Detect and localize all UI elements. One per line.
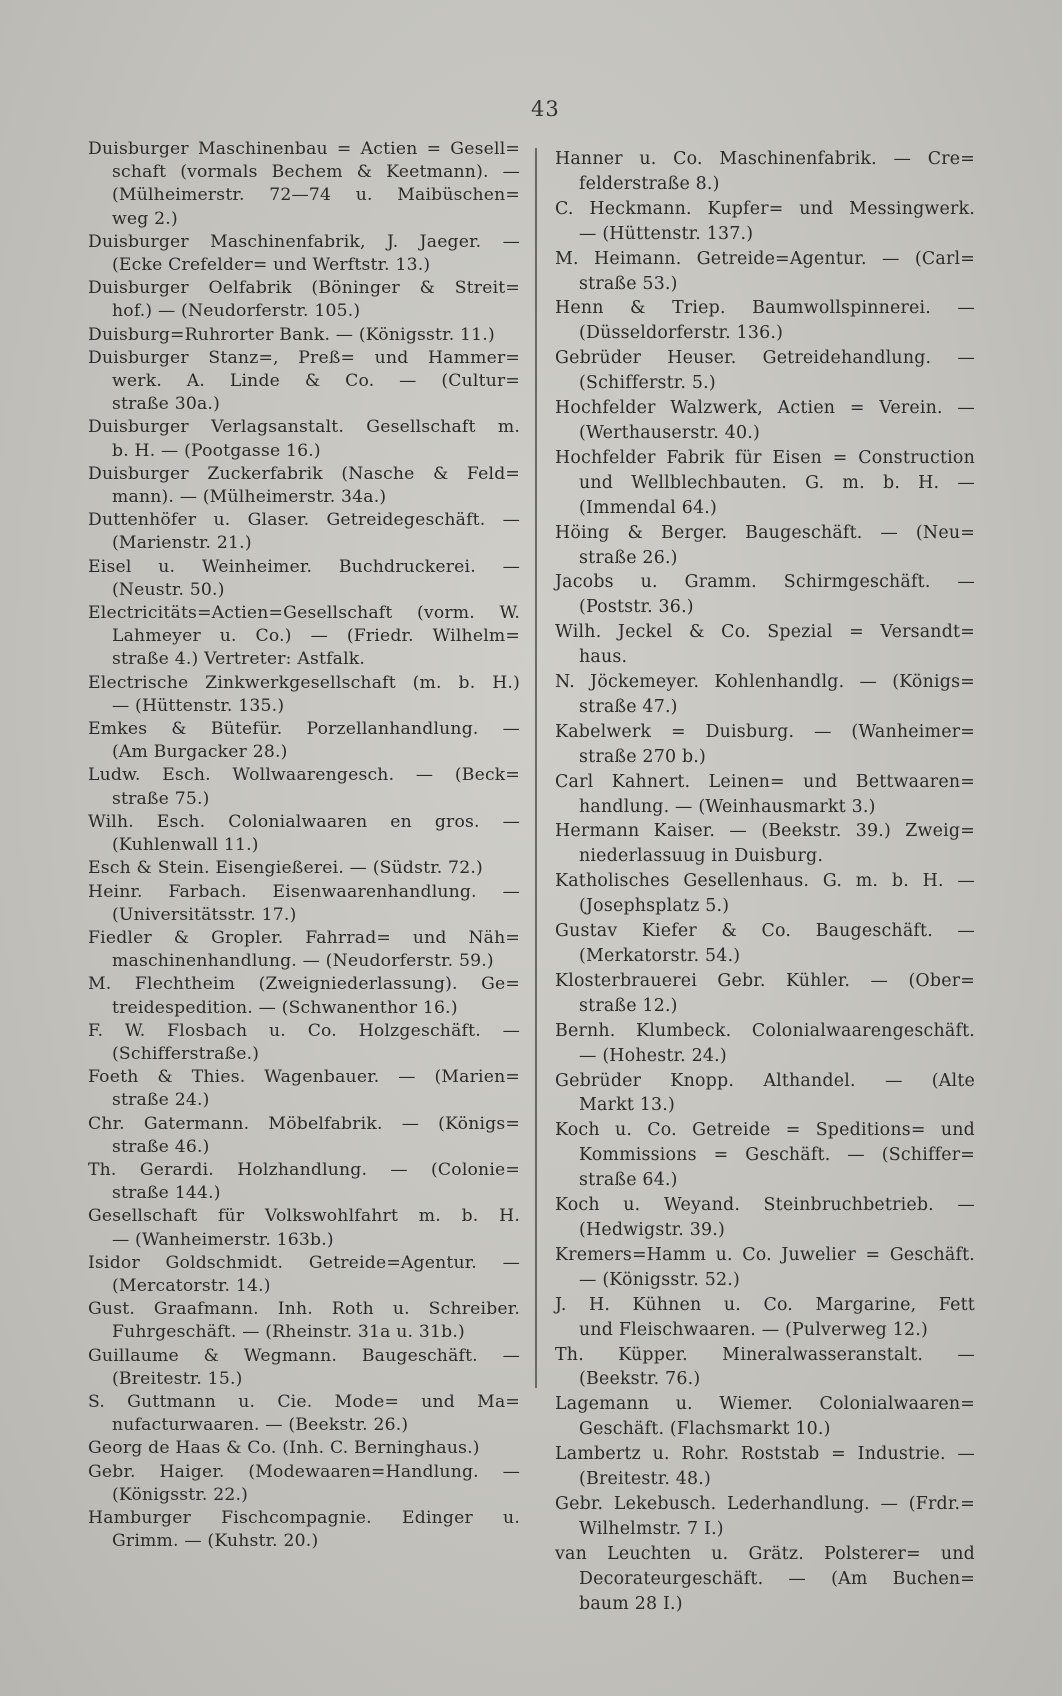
entry-line-first: Gebrüder Heuser. Getreidehandlung. —	[555, 348, 975, 369]
entry-line-continuation: (Merkatorstr. 54.)	[579, 946, 741, 966]
entry-line-first: Henn & Triep. Baumwollspinnerei. —	[555, 298, 975, 319]
entry-line-first: Koch u. Weyand. Steinbruchbetrieb. —	[555, 1195, 975, 1216]
entry-line-first: Gebr. Lekebusch. Lederhandlung. — (Frdr.=	[555, 1493, 975, 1514]
entry-line-continuation: — (Hüttenstr. 137.)	[579, 223, 754, 244]
entry-line-continuation: — (Hohestr. 24.)	[579, 1045, 727, 1066]
entry-line-continuation: (Mülheimerstr. 72—74 u. Maibüschen=	[112, 185, 520, 206]
entry-line-continuation: (Beekstr. 76.)	[579, 1369, 701, 1390]
entry-line-first: Duisburg=Ruhrorter Bank. — (Königsstr. 11.)	[88, 324, 495, 345]
entry-line-continuation: Wilhelmstr. 7 I.)	[579, 1518, 724, 1539]
entry-line-continuation: Decorateurgeschäft. — (Am Buchen=	[579, 1568, 975, 1589]
directory-entry	[555, 969, 975, 1019]
entry-line-first: Hochfelder Fabrik für Eisen = Construction	[555, 447, 975, 468]
directory-entry	[555, 346, 975, 396]
directory-entry	[88, 556, 520, 602]
entry-line-first: Gesellschaft für Volkswohlfahrt m. b. H.	[88, 1206, 520, 1227]
entry-line-first: Hermann Kaiser. — (Beekstr. 39.) Zweig=	[555, 821, 975, 842]
entry-line-continuation: (Königsstr. 22.)	[112, 1484, 249, 1505]
entry-line-first: Duisburger Oelfabrik (Böninger & Streit=	[88, 278, 520, 299]
entry-line-continuation: (Universitätsstr. 17.)	[112, 904, 297, 925]
directory-entry	[88, 927, 520, 973]
entry-line-first: Gebr. Haiger. (Modewaaren=Handlung. —	[88, 1461, 520, 1482]
entry-line-first: Bernh. Klumbeck. Colonialwaarengeschäft.	[555, 1020, 975, 1041]
directory-entry	[88, 416, 520, 462]
directory-entry	[88, 1391, 520, 1437]
entry-line-continuation: Fuhrgeschäft. — (Rheinstr. 31a u. 31b.)	[112, 1322, 465, 1343]
directory-entry	[88, 811, 520, 857]
entry-line-first: N. Jöckemeyer. Kohlenhandlg. — (Königs=	[555, 672, 975, 693]
entry-line-continuation: — (Wanheimerstr. 163b.)	[112, 1229, 334, 1250]
entry-line-first: Electricitäts=Actien=Gesellschaft (vorm. W.	[88, 603, 520, 624]
entry-line-first: M. Heimann. Getreide=Agentur. — (Carl=	[555, 248, 975, 269]
entry-line-first: Guillaume & Wegmann. Baugeschäft. —	[88, 1345, 520, 1366]
entry-line-continuation: (Immendal 64.)	[579, 497, 717, 518]
directory-entry	[88, 672, 520, 718]
directory-entry	[88, 1205, 520, 1251]
entry-line-continuation: treidespedition. — (Schwanenthor 16.)	[112, 997, 458, 1018]
entry-line-first: Ludw. Esch. Wollwaarengesch. — (Beck=	[88, 765, 520, 786]
entry-line-first: Hamburger Fischcompagnie. Edinger u.	[88, 1507, 520, 1528]
entry-line-continuation: und Fleischwaaren. — (Pulverweg 12.)	[579, 1319, 928, 1340]
entry-line-first: Eisel u. Weinheimer. Buchdruckerei. —	[88, 556, 520, 577]
directory-entry	[555, 869, 975, 919]
directory-entry	[88, 1345, 520, 1391]
entry-line-first: Höing & Berger. Baugeschäft. — (Neu=	[555, 522, 975, 543]
entry-line-continuation: baum 28 I.)	[579, 1593, 683, 1614]
directory-entry	[555, 819, 975, 869]
entry-line-continuation: — (Hüttenstr. 135.)	[112, 695, 285, 716]
entry-line-continuation: straße 144.)	[112, 1183, 221, 1204]
entry-line-continuation: Markt 13.)	[579, 1095, 675, 1116]
entry-line-continuation: Geschäft. (Flachsmarkt 10.)	[579, 1419, 831, 1440]
entry-line-continuation: (Schifferstraße.)	[112, 1043, 260, 1064]
directory-entry	[555, 147, 975, 197]
entry-line-first: Gust. Graafmann. Inh. Roth u. Schreiber.	[88, 1299, 520, 1320]
directory-entry	[88, 231, 520, 277]
entry-line-continuation: handlung. — (Weinhausmarkt 3.)	[579, 796, 876, 817]
entry-line-first: Duisburger Maschinenbau = Actien = Gesell=	[88, 139, 520, 159]
entry-line-continuation: (Hedwigstr. 39.)	[579, 1219, 725, 1240]
entry-line-continuation: straße 4.) Vertreter: Astfalk.	[112, 649, 366, 670]
directory-entry	[555, 396, 975, 446]
entry-line-first: Kabelwerk = Duisburg. — (Wanheimer=	[555, 721, 975, 742]
entry-line-first: M. Flechtheim (Zweigniederlassung). Ge=	[88, 974, 520, 995]
directory-entry	[88, 1437, 520, 1460]
directory-entry	[88, 1461, 520, 1507]
directory-entry	[555, 1392, 975, 1442]
directory-entry	[555, 1193, 975, 1243]
entry-line-first: Duisburger Maschinenfabrik, J. Jaeger. —	[88, 231, 520, 252]
entry-line-continuation: (Poststr. 36.)	[579, 597, 694, 618]
entry-line-continuation: b. H. — (Pootgasse 16.)	[112, 440, 321, 461]
entry-line-continuation: (Düsseldorferstr. 136.)	[579, 323, 784, 344]
directory-entry	[555, 296, 975, 346]
entry-line-continuation: und Wellblechbauten. G. m. b. H. —	[579, 472, 975, 493]
directory-entry	[555, 670, 975, 720]
entry-line-first: Th. Küpper. Mineralwasseranstalt. —	[555, 1344, 975, 1365]
column-divider	[535, 148, 537, 1388]
directory-entry	[88, 1066, 520, 1112]
directory-entry	[88, 463, 520, 509]
entry-line-continuation: (Schifferstr. 5.)	[579, 373, 716, 394]
entry-line-first: Th. Gerardi. Holzhandlung. — (Colonie=	[88, 1159, 520, 1180]
entry-line-continuation: — (Königsstr. 52.)	[579, 1269, 740, 1290]
entry-line-first: Duisburger Zuckerfabrik (Nasche & Feld=	[88, 463, 520, 484]
entry-line-continuation: Kommissions = Geschäft. — (Schiffer=	[579, 1145, 975, 1166]
entry-line-first: Wilh. Jeckel & Co. Spezial = Versandt=	[555, 622, 975, 643]
directory-entry	[555, 1019, 975, 1069]
directory-entry	[555, 1442, 975, 1492]
entry-line-continuation: Lahmeyer u. Co.) — (Friedr. Wilhelm=	[112, 626, 520, 647]
directory-entry	[88, 324, 520, 347]
directory-entry	[555, 1243, 975, 1293]
directory-entry	[88, 857, 520, 880]
entry-line-first: Georg de Haas & Co. (Inh. C. Berninghaus.)	[88, 1438, 480, 1459]
directory-entry	[88, 718, 520, 764]
entry-line-first: Emkes & Bütefür. Porzellanhandlung. —	[88, 719, 520, 740]
entry-line-first: Lagemann u. Wiemer. Colonialwaaren=	[555, 1394, 975, 1415]
entry-line-first: Wilh. Esch. Colonialwaaren en gros. —	[88, 811, 520, 832]
entry-line-first: Duisburger Verlagsanstalt. Gesellschaft m.	[88, 417, 520, 438]
entry-line-first: Electrische Zinkwerkgesellschaft (m. b. H.)	[88, 672, 520, 693]
directory-entry	[555, 247, 975, 297]
entry-line-first: S. Guttmann u. Cie. Mode= und Ma=	[88, 1391, 520, 1412]
left-column	[88, 138, 520, 1553]
entry-line-first: Gebrüder Knopp. Althandel. — (Alte	[555, 1070, 975, 1091]
directory-entry	[555, 1069, 975, 1119]
directory-entry	[555, 1542, 975, 1617]
directory-entry	[88, 764, 520, 810]
entry-line-continuation: (Marienstr. 21.)	[112, 533, 252, 554]
entry-line-continuation: straße 24.)	[112, 1090, 210, 1111]
entry-line-continuation: schaft (vormals Bechem & Keetmann). —	[112, 162, 520, 183]
directory-entry	[555, 1343, 975, 1393]
directory-entry	[88, 1113, 520, 1159]
entry-line-continuation: straße 75.)	[112, 788, 210, 809]
directory-entry	[555, 770, 975, 820]
entry-line-first: Hochfelder Walzwerk, Actien = Verein. —	[555, 398, 975, 419]
entry-line-continuation: straße 53.)	[579, 273, 678, 294]
entry-line-first: Gustav Kiefer & Co. Baugeschäft. —	[555, 921, 975, 942]
entry-line-continuation: (Mercatorstr. 14.)	[112, 1275, 271, 1296]
entry-line-continuation: straße 12.)	[579, 995, 678, 1016]
entry-line-continuation: straße 26.)	[579, 547, 678, 568]
entry-line-continuation: (Ecke Crefelder= und Werftstr. 13.)	[112, 255, 431, 276]
entry-line-continuation: (Neustr. 50.)	[112, 579, 225, 600]
directory-entry	[88, 1252, 520, 1298]
entry-line-first: Duisburger Stanz=, Preß= und Hammer=	[88, 347, 520, 368]
entry-line-continuation: (Josephsplatz 5.)	[579, 896, 730, 917]
entry-line-continuation: maschinenhandlung. — (Neudorferstr. 59.)	[112, 951, 494, 972]
directory-entry	[555, 620, 975, 670]
directory-entry	[555, 446, 975, 521]
entry-line-first: Isidor Goldschmidt. Getreide=Agentur. —	[88, 1252, 520, 1273]
entry-line-continuation: (Am Burgacker 28.)	[112, 742, 288, 763]
entry-line-continuation: (Breitestr. 48.)	[579, 1469, 712, 1490]
directory-entry	[555, 521, 975, 571]
entry-line-first: Heinr. Farbach. Eisenwaarenhandlung. —	[88, 881, 520, 902]
entry-line-first: Chr. Gatermann. Möbelfabrik. — (Königs=	[88, 1113, 520, 1134]
entry-line-first: C. Heckmann. Kupfer= und Messingwerk.	[555, 198, 975, 219]
entry-line-first: Esch & Stein. Eisengießerei. — (Südstr. 72.)	[88, 858, 483, 879]
entry-line-first: F. W. Flosbach u. Co. Holzgeschäft. —	[88, 1020, 520, 1041]
directory-entry	[555, 1293, 975, 1343]
entry-line-first: Foeth & Thies. Wagenbauer. — (Marien=	[88, 1067, 520, 1088]
entry-line-continuation: straße 64.)	[579, 1170, 678, 1191]
entry-line-continuation: felderstraße 8.)	[579, 173, 720, 194]
entry-line-first: J. H. Kühnen u. Co. Margarine, Fett	[555, 1294, 975, 1315]
entry-line-continuation: werk. A. Linde & Co. — (Cultur=	[112, 371, 520, 392]
entry-line-continuation: (Breitestr. 15.)	[112, 1368, 243, 1389]
entry-line-first: Fiedler & Gropler. Fahrrad= und Näh=	[88, 927, 520, 948]
entry-line-first: Lambertz u. Rohr. Roststab = Industrie. —	[555, 1444, 975, 1465]
entry-line-continuation: niederlassuug in Duisburg.	[579, 846, 824, 867]
entry-line-first: van Leuchten u. Grätz. Polsterer= und	[555, 1543, 975, 1564]
directory-entry	[88, 602, 520, 672]
entry-line-continuation: (Werthauserstr. 40.)	[579, 422, 760, 443]
entry-line-first: Duttenhöfer u. Glaser. Getreidegeschäft. —	[88, 510, 520, 531]
directory-entry	[555, 1118, 975, 1193]
entry-line-first: Hanner u. Co. Maschinenfabrik. — Cre=	[555, 149, 975, 169]
entry-line-first: Carl Kahnert. Leinen= und Bettwaaren=	[555, 771, 975, 792]
directory-entry	[555, 570, 975, 620]
directory-entry	[88, 509, 520, 555]
directory-entry	[88, 881, 520, 927]
directory-entry	[88, 1159, 520, 1205]
entry-line-continuation: mann). — (Mülheimerstr. 34a.)	[112, 487, 387, 508]
entry-line-first: Kremers=Hamm u. Co. Juwelier = Geschäft.	[555, 1244, 975, 1265]
entry-line-first: Koch u. Co. Getreide = Speditions= und	[555, 1120, 975, 1141]
entry-line-continuation: straße 46.)	[112, 1136, 210, 1157]
entry-line-continuation: (Kuhlenwall 11.)	[112, 835, 259, 856]
entry-line-continuation: weg 2.)	[112, 208, 178, 229]
directory-entry	[88, 347, 520, 417]
entry-line-first: Katholisches Gesellenhaus. G. m. b. H. —	[555, 871, 975, 892]
entry-line-continuation: straße 30a.)	[112, 394, 220, 415]
entry-line-continuation: straße 270 b.)	[579, 746, 706, 767]
right-column	[555, 147, 975, 1616]
entry-line-first: Klosterbrauerei Gebr. Kühler. — (Ober=	[555, 970, 975, 991]
directory-entry	[88, 1507, 520, 1553]
directory-entry	[555, 720, 975, 770]
entry-line-continuation: straße 47.)	[579, 696, 678, 717]
page-number: 43	[531, 97, 560, 121]
directory-entry	[88, 277, 520, 323]
directory-entry	[88, 973, 520, 1019]
entry-line-first: Jacobs u. Gramm. Schirmgeschäft. —	[555, 572, 975, 593]
entry-line-continuation: nufacturwaaren. — (Beekstr. 26.)	[112, 1415, 409, 1436]
directory-entry	[555, 197, 975, 247]
entry-line-continuation: hof.) — (Neudorferstr. 105.)	[112, 301, 361, 322]
entry-line-continuation: Grimm. — (Kuhstr. 20.)	[112, 1531, 319, 1552]
entry-line-continuation: haus.	[579, 647, 628, 668]
directory-entry	[88, 138, 520, 231]
directory-entry	[555, 1492, 975, 1542]
directory-entry	[555, 919, 975, 969]
directory-entry	[88, 1020, 520, 1066]
directory-entry	[88, 1298, 520, 1344]
